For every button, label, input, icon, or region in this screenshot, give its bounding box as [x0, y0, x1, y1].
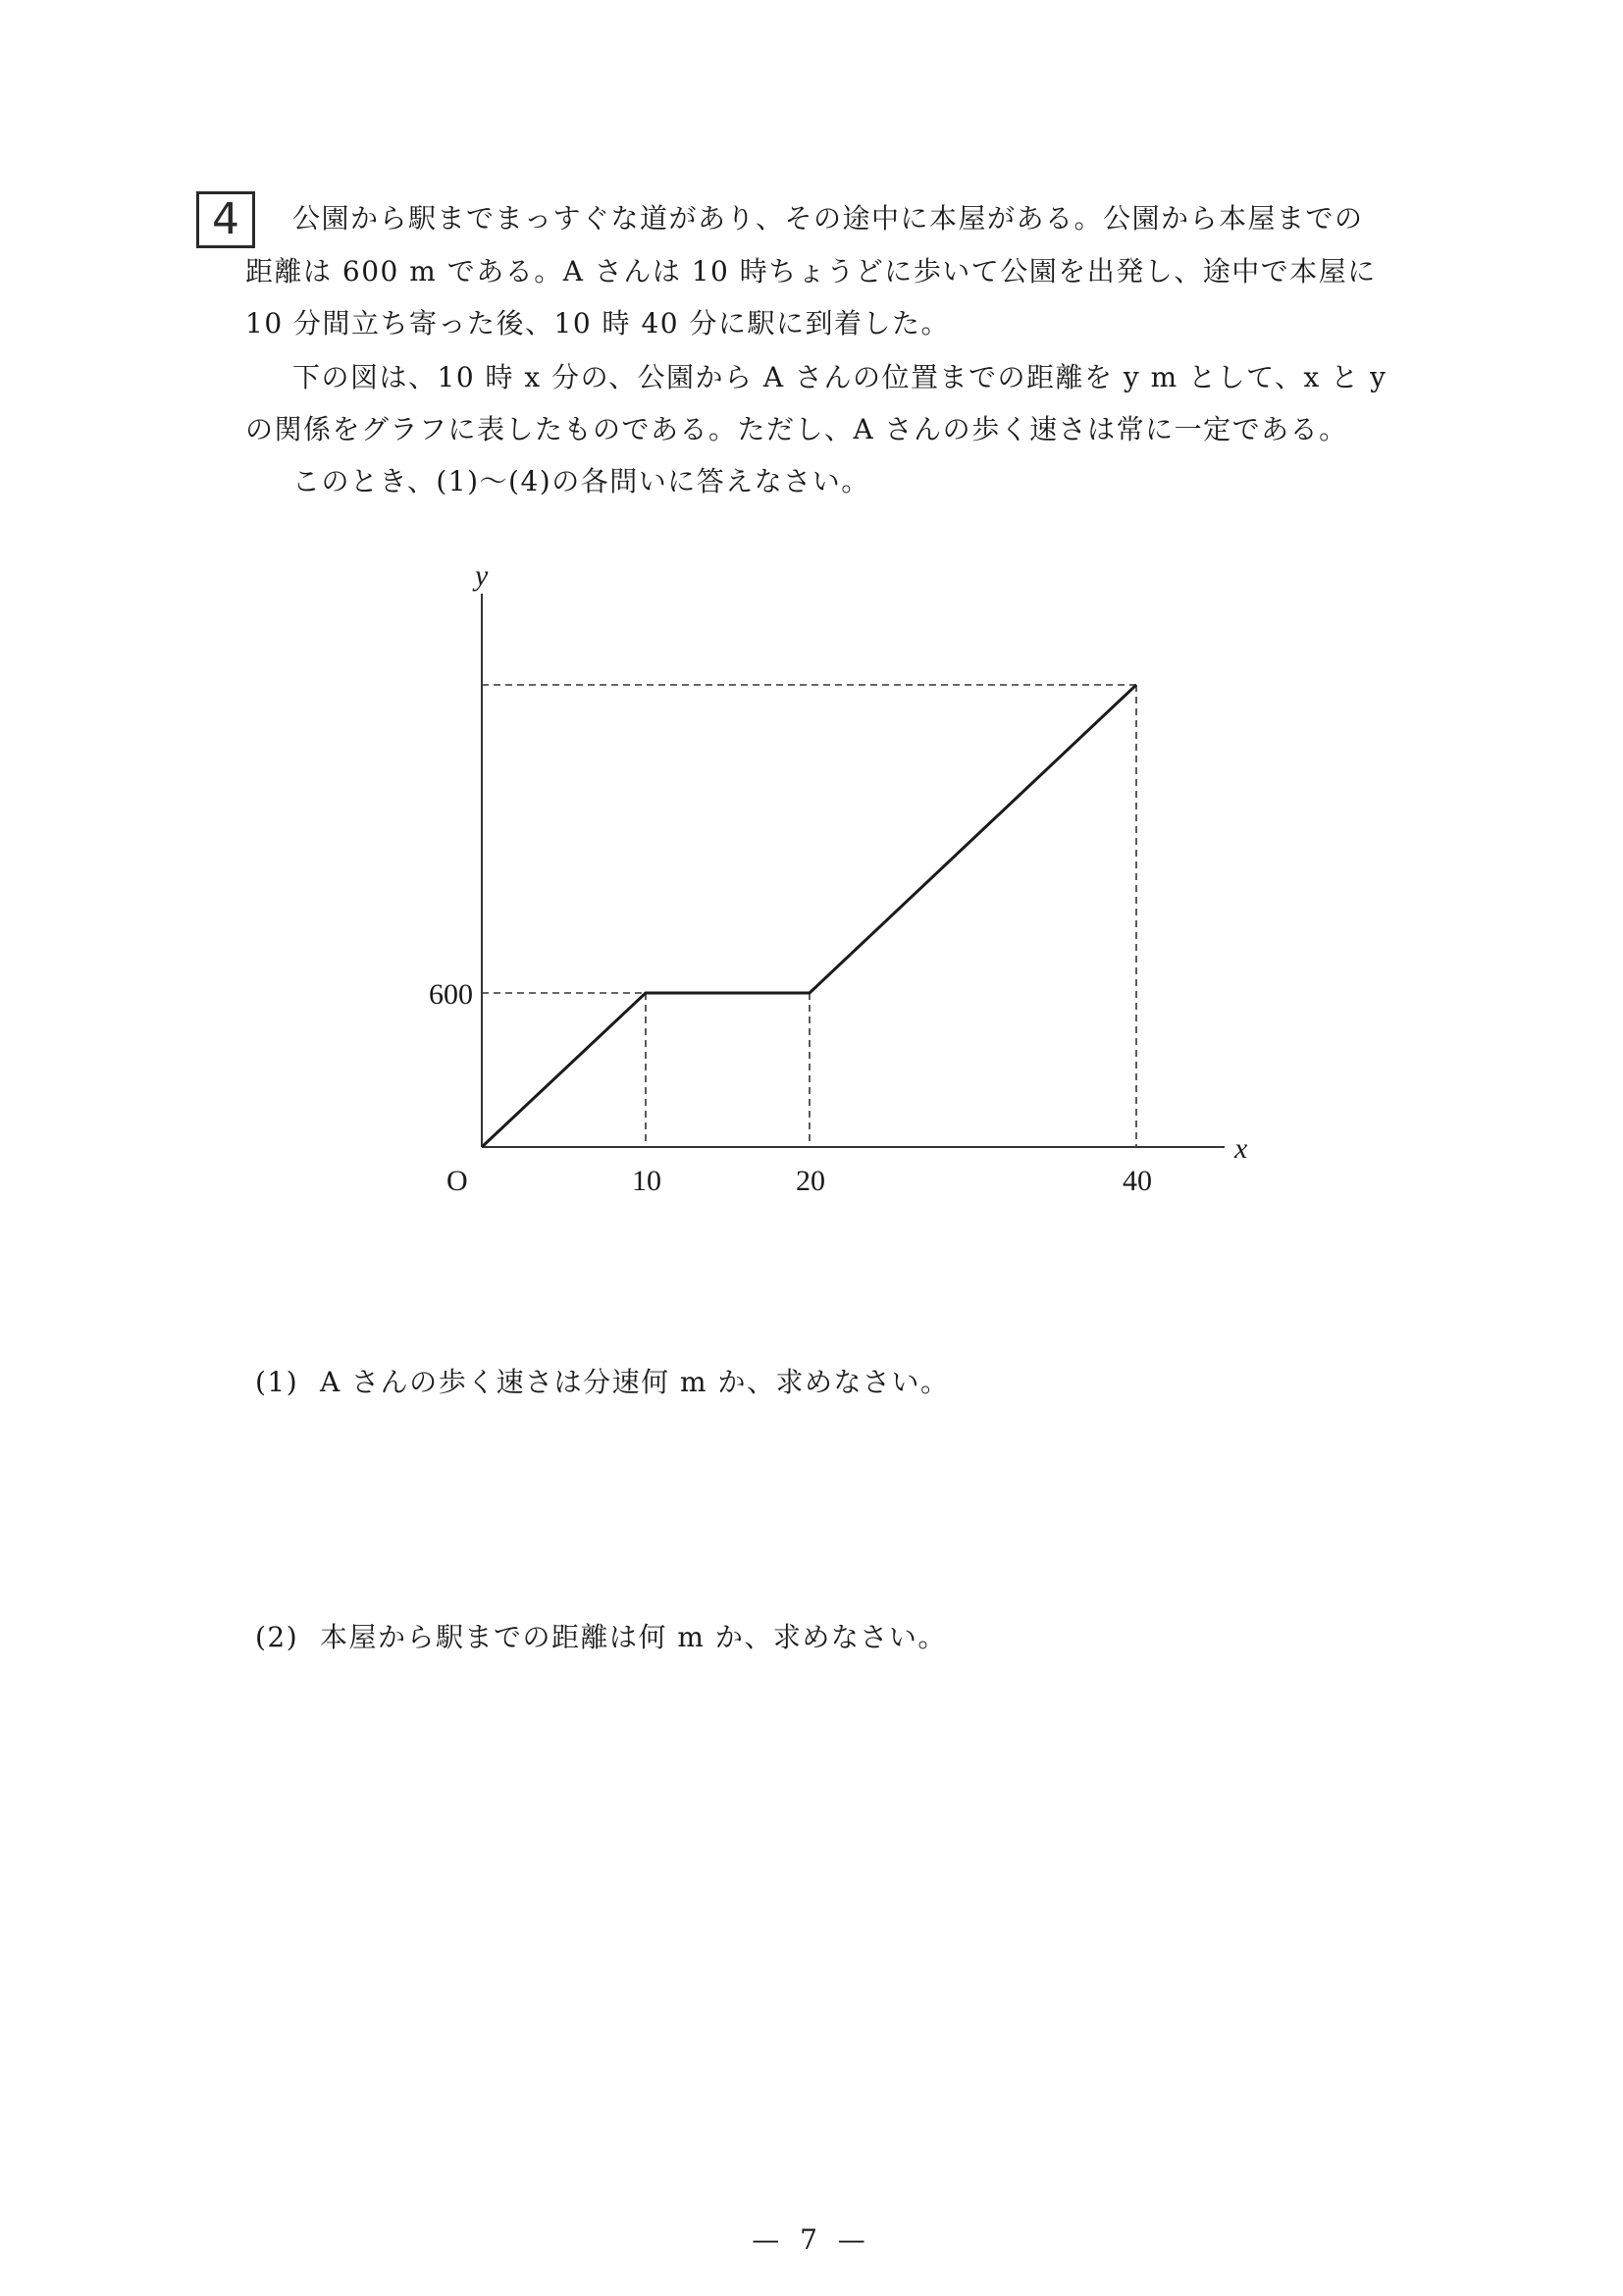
question-1-text: A さんの歩く速さは分速何 m か、求めなさい。 [320, 1366, 950, 1398]
x-tick-20: 20 [796, 1165, 825, 1197]
y-tick-600: 600 [429, 978, 473, 1011]
question-2-label: (2) [255, 1621, 299, 1653]
origin-label: O [446, 1165, 468, 1197]
x-axis-label: x [1234, 1132, 1248, 1165]
intro-line-1: 公園から駅までまっすぐな道があり、その途中に本屋がある。公園から本屋までの [292, 202, 1364, 235]
question-1-label: (1) [255, 1366, 299, 1398]
intro-line-3: 10 分間立ち寄った後、10 時 40 分に駅に到着した。 [245, 307, 950, 339]
graph-line-2: の関係をグラフに表したものである。ただし、A さんの歩く速さは常に一定である。 [245, 413, 1348, 445]
x-tick-10: 10 [632, 1165, 661, 1197]
question-2-text: 本屋から駅までの距離は何 m か、求めなさい。 [320, 1621, 947, 1653]
guide-lines [482, 685, 1136, 1147]
problem-number: 4 [212, 194, 239, 244]
intro-line-2: 距離は 600 m である。A さんは 10 時ちょうどに歩いて公園を出発し、途中で本屋に [245, 255, 1377, 287]
y-axis-label: y [475, 559, 489, 592]
graph-line-1: 下の図は、10 時 x 分の、公園から A さんの位置までの距離を y m として、x と y [292, 361, 1387, 393]
page-number: — 7 — [752, 2223, 871, 2256]
graph-line-3: このとき、(1)〜(4)の各問いに答えなさい。 [292, 465, 870, 497]
x-tick-40: 40 [1123, 1165, 1152, 1197]
